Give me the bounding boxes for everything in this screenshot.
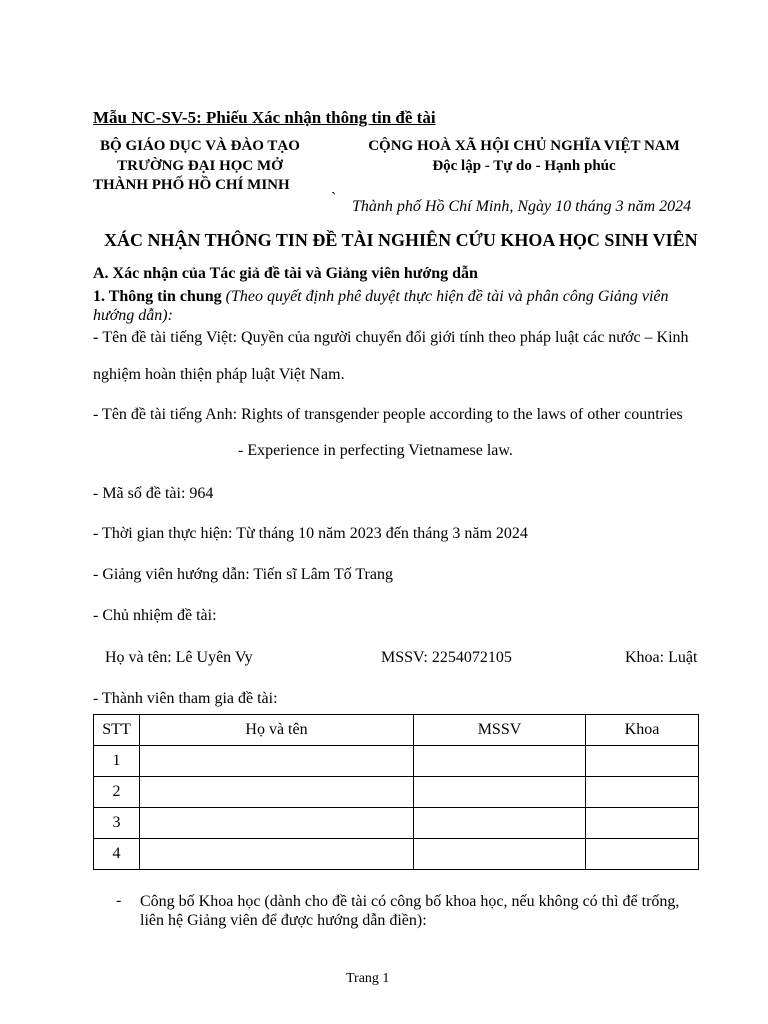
row-faculty-cell [586, 808, 699, 839]
publication-note [140, 892, 679, 930]
project-code: - Mã số đề tài: 964 [93, 485, 214, 502]
header-faculty: Khoa [586, 715, 699, 746]
supervisor: - Giảng viên hướng dẫn: Tiến sĩ Lâm Tố Trang [93, 566, 393, 583]
title-vn-dash: - [93, 329, 103, 346]
row-index: 1 [94, 746, 140, 777]
title-en-line2: - Experience in perfecting Vietnamese law. [238, 442, 513, 459]
ministry-header [93, 137, 307, 196]
leader-label: - Chủ nhiệm đề tài: [93, 607, 217, 624]
section-a-heading: A. Xác nhận của Tác giả đề tài và Giảng viên hướng dẫn [93, 265, 478, 282]
header-stt: STT [94, 715, 140, 746]
leader-faculty: Khoa: Luật [625, 649, 698, 666]
leader-student-id: MSSV: 2254072105 [381, 649, 512, 666]
duration: - Thời gian thực hiện: Từ tháng 10 năm 2023 đến tháng 3 năm 2024 [93, 525, 528, 542]
row-faculty-cell [586, 746, 699, 777]
university-name: TRƯỜNG ĐẠI HỌC MỞ [117, 157, 283, 174]
row-index: 3 [94, 808, 140, 839]
row-student-id-cell [414, 839, 586, 870]
row-name-cell [140, 777, 414, 808]
members-label: - Thành viên tham gia đề tài: [93, 690, 278, 707]
main-title: XÁC NHẬN THÔNG TIN ĐỀ TÀI NGHIÊN CỨU KHOA HỌC SINH VIÊN [104, 230, 698, 250]
title-vn-line2: nghiệm hoàn thiện pháp luật Việt Nam. [93, 366, 345, 383]
row-student-id-cell [414, 808, 586, 839]
title-en-line1: - Tên đề tài tiếng Anh: Rights of transgender people according to the laws of other countries [93, 406, 683, 423]
table-row [94, 777, 699, 808]
row-name-cell [140, 808, 414, 839]
publication-line2: liên hệ Giảng viên để được hướng dẫn điền): [140, 912, 427, 929]
table-row [94, 746, 699, 777]
row-index: 2 [94, 777, 140, 808]
table-header-row [94, 715, 699, 746]
title-vn-text: Tên đề tài tiếng Việt: Quyền của người chuyển đổi giới tính theo pháp luật các nước – Kinh [102, 329, 689, 346]
title-vn-line1 [93, 329, 689, 347]
date-line: Thành phố Hồ Chí Minh, Ngày 10 tháng 3 năm 2024 [352, 198, 692, 215]
city-name: THÀNH PHỐ HỒ CHÍ MINH [93, 177, 290, 193]
table-row [94, 808, 699, 839]
row-student-id-cell [414, 777, 586, 808]
page-number: Trang 1 [346, 971, 390, 986]
ministry-name: BỘ GIÁO DỤC VÀ ĐÀO TẠO [100, 138, 300, 154]
publication-line1: Công bố Khoa học (dành cho đề tài có công bố khoa học, nếu không có thì để trống, [140, 893, 680, 910]
stray-mark: ` [331, 190, 337, 207]
row-student-id-cell [414, 746, 586, 777]
leader-name: Họ và tên: Lê Uyên Vy [105, 649, 253, 666]
general-info-note: (Theo quyết định phê duyệt thực hiện đề tài và phân công Giảng viên hướng dẫn): [93, 288, 669, 324]
publication-bullet: - [116, 892, 122, 909]
members-table [93, 714, 699, 870]
table-row [94, 839, 699, 870]
row-name-cell [140, 746, 414, 777]
republic-name: CỘNG HOÀ XÃ HỘI CHỦ NGHĨA VIỆT NAM [368, 138, 680, 154]
form-title: Mẫu NC-SV-5: Phiếu Xác nhận thông tin đề tài [93, 108, 436, 127]
header-student-id: MSSV [414, 715, 586, 746]
row-faculty-cell [586, 777, 699, 808]
row-name-cell [140, 839, 414, 870]
national-header [340, 137, 708, 176]
national-motto: Độc lập - Tự do - Hạnh phúc [432, 157, 616, 174]
general-info-heading: 1. Thông tin chung [93, 288, 222, 305]
row-index: 4 [94, 839, 140, 870]
general-info [93, 287, 713, 325]
row-faculty-cell [586, 839, 699, 870]
header-name: Họ và tên [140, 715, 414, 746]
